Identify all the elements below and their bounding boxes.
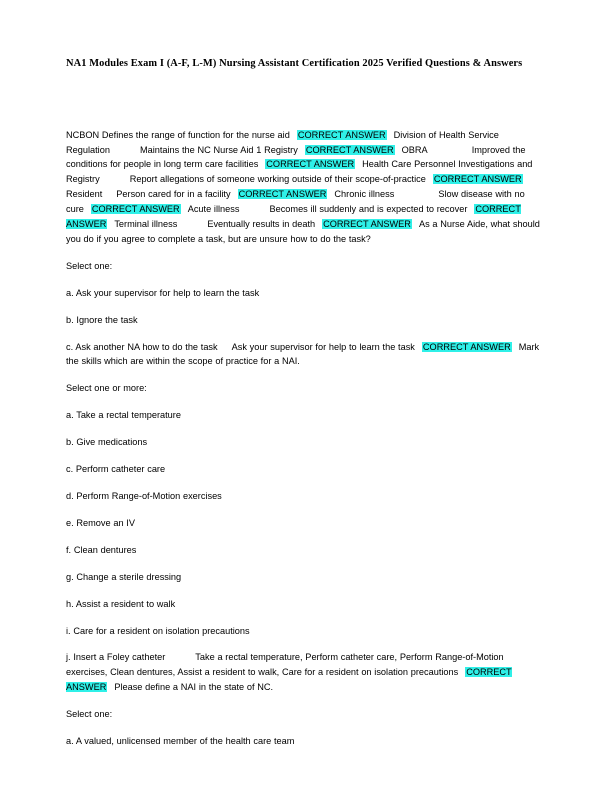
answer-marker: CORRECT ANSWER (66, 667, 512, 693)
option-a-1: a. Ask your supervisor for help to learn the task (66, 287, 260, 298)
option-b-1: b. Ignore the task (66, 314, 138, 325)
text-segment: As a Nurse Aide, what should you do if you agree to complete a task, but are unsure how to do the task? (66, 219, 540, 244)
paragraph-question-matching (66, 128, 540, 247)
text-segment: j. Insert a Foley catheter (66, 652, 166, 663)
option-g-2: g. Change a sterile dressing (66, 571, 182, 582)
text-segment: Health Care Personnel Investigations and Registry (66, 159, 533, 185)
text-segment: Report allegations of someone working outside of their scope-of-practice (129, 174, 426, 185)
text-segment: Slow disease with no cure (66, 189, 525, 215)
text-segment: Eventually results in death (207, 219, 316, 230)
text-segment: Maintains the NC Nurse Aid 1 Registry (139, 144, 298, 155)
option-j-2-with-answer (66, 650, 540, 695)
answer-marker: CORRECT ANSWER (297, 129, 386, 140)
answer-marker: CORRECT ANSWER (266, 159, 355, 170)
answer-marker: CORRECT ANSWER (238, 189, 327, 200)
document-body (66, 128, 540, 749)
option-e-2: e. Remove an IV (66, 517, 135, 528)
answer-marker: CORRECT ANSWER (91, 204, 180, 215)
text-segment: Acute illness (187, 204, 240, 215)
option-h-2: h. Assist a resident to walk (66, 598, 176, 609)
paragraph-select-one-or-more: Select one or more: (66, 383, 147, 394)
option-a-3: a. A valued, unlicensed member of the health care team (66, 736, 295, 747)
option-c-2: c. Perform catheter care (66, 464, 166, 475)
text-segment: NCBON Defines the range of function for the nurse aid (66, 129, 290, 140)
text-segment: Mark the skills which are within the scope of practice for a NAI. (66, 341, 540, 367)
paragraph-select-one-2: Select one: (66, 709, 113, 720)
text-segment: Division of Health Service Regulation (66, 129, 499, 155)
text-segment: Resident (66, 189, 103, 200)
option-b-2: b. Give medications (66, 437, 148, 448)
answer-marker: CORRECT ANSWER (433, 174, 522, 185)
text-segment: Person cared for in a facility (116, 189, 231, 200)
text-segment: c. Ask another NA how to do the task (66, 341, 218, 352)
page-title: NA1 Modules Exam I (A-F, L-M) Nursing Assistant Certification 2025 Verified Questions & Answers (66, 58, 523, 69)
answer-marker: CORRECT ANSWER (422, 341, 511, 352)
option-c-1-with-answer (66, 340, 540, 370)
paragraph-select-one-1: Select one: (66, 260, 113, 271)
text-segment: Terminal illness (114, 219, 178, 230)
answer-marker: CORRECT ANSWER (66, 204, 521, 230)
answer-marker: CORRECT ANSWER (305, 144, 394, 155)
option-d-2: d. Perform Range-of-Motion exercises (66, 491, 222, 502)
answer-marker: CORRECT ANSWER (323, 219, 411, 230)
text-segment: Becomes ill suddenly and is expected to recover (269, 204, 468, 215)
text-segment: Take a rectal temperature, Perform catheter care, Perform Range-of-Motion exercises, Clean dentures, Assist a resident to walk, Care for a resident on isolation precautions (66, 652, 504, 678)
text-segment: Ask your supervisor for help to learn the task (231, 341, 415, 352)
text-segment: Chronic illness (334, 189, 395, 200)
option-i-2: i. Care for a resident on isolation precautions (66, 625, 250, 636)
option-f-2: f. Clean dentures (66, 544, 137, 555)
text-segment: Improved the conditions for people in long term care facilities (66, 144, 526, 170)
text-segment: OBRA (401, 144, 428, 155)
text-segment: Please define a NAI in the state of NC. (114, 682, 274, 693)
option-a-2: a. Take a rectal temperature (66, 410, 181, 421)
